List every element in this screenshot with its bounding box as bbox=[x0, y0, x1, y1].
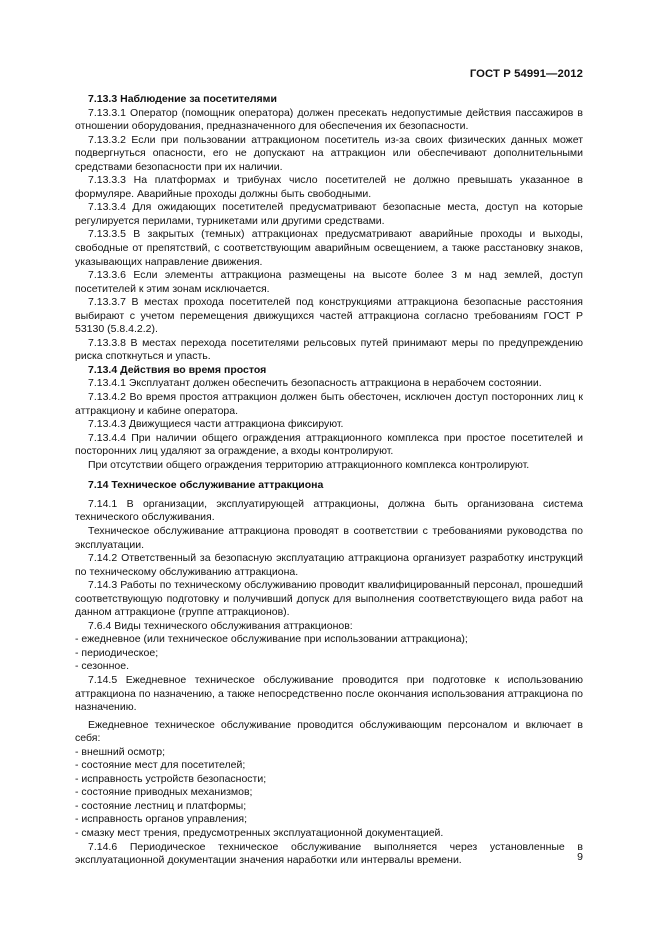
paragraph: 7.13.3.1 Оператор (помощник оператора) должен пресекать недопустимые действия пассажиров в отношении оборудования, предназначенного для обеспечения их безопасности. bbox=[75, 106, 583, 133]
list-item: - состояние мест для посетителей; bbox=[75, 759, 246, 772]
list-item: - смазку мест трения, предусмотренных эксплуатационной документацией. bbox=[75, 826, 444, 839]
paragraph: 7.14.6 Периодическое техническое обслуживание выполняется через установленные в эксплуатационной документации значения наработки или интервалы времени. bbox=[75, 840, 583, 867]
paragraph: Ежедневное техническое обслуживание проводится обслуживающим персоналом и включает в себя: bbox=[75, 718, 583, 745]
subsection-heading: 7.13.4 Действия во время простоя bbox=[88, 363, 267, 376]
paragraph: 7.13.4.2 Во время простоя аттракцион должен быть обесточен, исключен доступ посторонних лиц к аттракциону и кабине оператора. bbox=[75, 391, 583, 417]
paragraph: 7.14.2 Ответственный за безопасную эксплуатацию аттракциона организует разработку инструкций по техническому обслуживанию аттракциона. bbox=[75, 552, 583, 578]
section-heading: 7.14 Техническое обслуживание аттракциона bbox=[88, 479, 324, 492]
paragraph: 7.13.3.3 На платформах и трибунах число посетителей не должно превышать указанное в формуляре. Аварийные проходы должны быть свободными. bbox=[75, 174, 583, 200]
list-item: - внешний осмотр; bbox=[75, 745, 165, 758]
list-item: - состояние лестниц и платформы; bbox=[75, 799, 247, 812]
list-item: - исправность устройств безопасности; bbox=[75, 772, 267, 785]
paragraph: 7.13.4.1 Эксплуатант должен обеспечить безопасность аттракциона в нерабочем состоянии. bbox=[88, 377, 542, 390]
list-item: - исправность органов управления; bbox=[75, 813, 247, 826]
paragraph: 7.13.3.5 В закрытых (темных) аттракционах предусматривают аварийные проходы и выходы, свободные от препятствий, с соответствующим аварийным освещением, а также расстановку знаков, указывающих направление движения. bbox=[75, 228, 583, 268]
paragraph: 7.13.3.2 Если при пользовании аттракционом посетитель из-за своих физических данных может подвергнуться опасности, его не допускают на аттракцион или обеспечивают дополнительными средствами безопасности при их наличии. bbox=[75, 133, 583, 173]
paragraph: При отсутствии общего ограждения территорию аттракционного комплекса контролируют. bbox=[88, 458, 530, 471]
paragraph: 7.6.4 Виды технического обслуживания аттракционов: bbox=[88, 619, 353, 632]
paragraph: 7.14.1 В организации, эксплуатирующей аттракционы, должна быть организована система технического обслуживания. bbox=[75, 497, 583, 524]
spacer bbox=[75, 472, 583, 476]
paragraph: 7.13.3.7 В местах прохода посетителей под конструкциями аттракциона безопасные расстояния выбирают с учетом перемещения движущихся частей аттракциона согласно требованиям ГОСТ Р 53130 (5.8.4.2.2). bbox=[75, 296, 583, 336]
paragraph: 7.13.3.4 Для ожидающих посетителей предусматривают безопасные места, доступ на которые регулируется перилами, турникетами или другими средствами. bbox=[75, 201, 583, 227]
document-code: ГОСТ Р 54991—2012 bbox=[469, 68, 583, 80]
paragraph: 7.13.4.4 При наличии общего ограждения аттракционного комплекса при простое посетителей и посторонних лиц удаляют за ограждение, а входы контролируют. bbox=[75, 431, 583, 458]
list-item: - ежедневное (или техническое обслуживание при использовании аттракциона); bbox=[75, 633, 468, 646]
paragraph: 7.13.4.3 Движущиеся части аттракциона фиксируют. bbox=[88, 418, 344, 431]
paragraph: Техническое обслуживание аттракциона проводят в соответствии с требованиями руководства по эксплуатации. bbox=[75, 524, 583, 551]
document-body bbox=[75, 93, 583, 868]
paragraph: 7.14.3 Работы по техническому обслуживанию проводит квалифицированный персонал, прошедший соответствующую подготовку и получивший допуск для выполнения соответствующего вида работ на данном аттракционе (группе аттракционов). bbox=[75, 579, 583, 619]
paragraph: 7.13.3.8 В местах перехода посетителями рельсовых путей принимают меры по предупреждению риска споткнуться и упасть. bbox=[75, 336, 583, 363]
page-number: 9 bbox=[577, 851, 583, 863]
list-item: - периодическое; bbox=[75, 646, 159, 659]
list-item: - сезонное. bbox=[75, 660, 130, 673]
list-item: - состояние приводных механизмов; bbox=[75, 786, 253, 799]
paragraph: 7.14.5 Ежедневное техническое обслуживание проводится при подготовке к использованию аттракциона по назначению, а также непосредственно после окончания использования аттракциона по назначению. bbox=[75, 673, 583, 714]
subsection-heading: 7.13.3 Наблюдение за посетителями bbox=[88, 93, 277, 105]
paragraph: 7.13.3.6 Если элементы аттракциона размещены на высоте более 3 м над землей, доступ посетителей к этим зонам исключается. bbox=[75, 269, 583, 295]
